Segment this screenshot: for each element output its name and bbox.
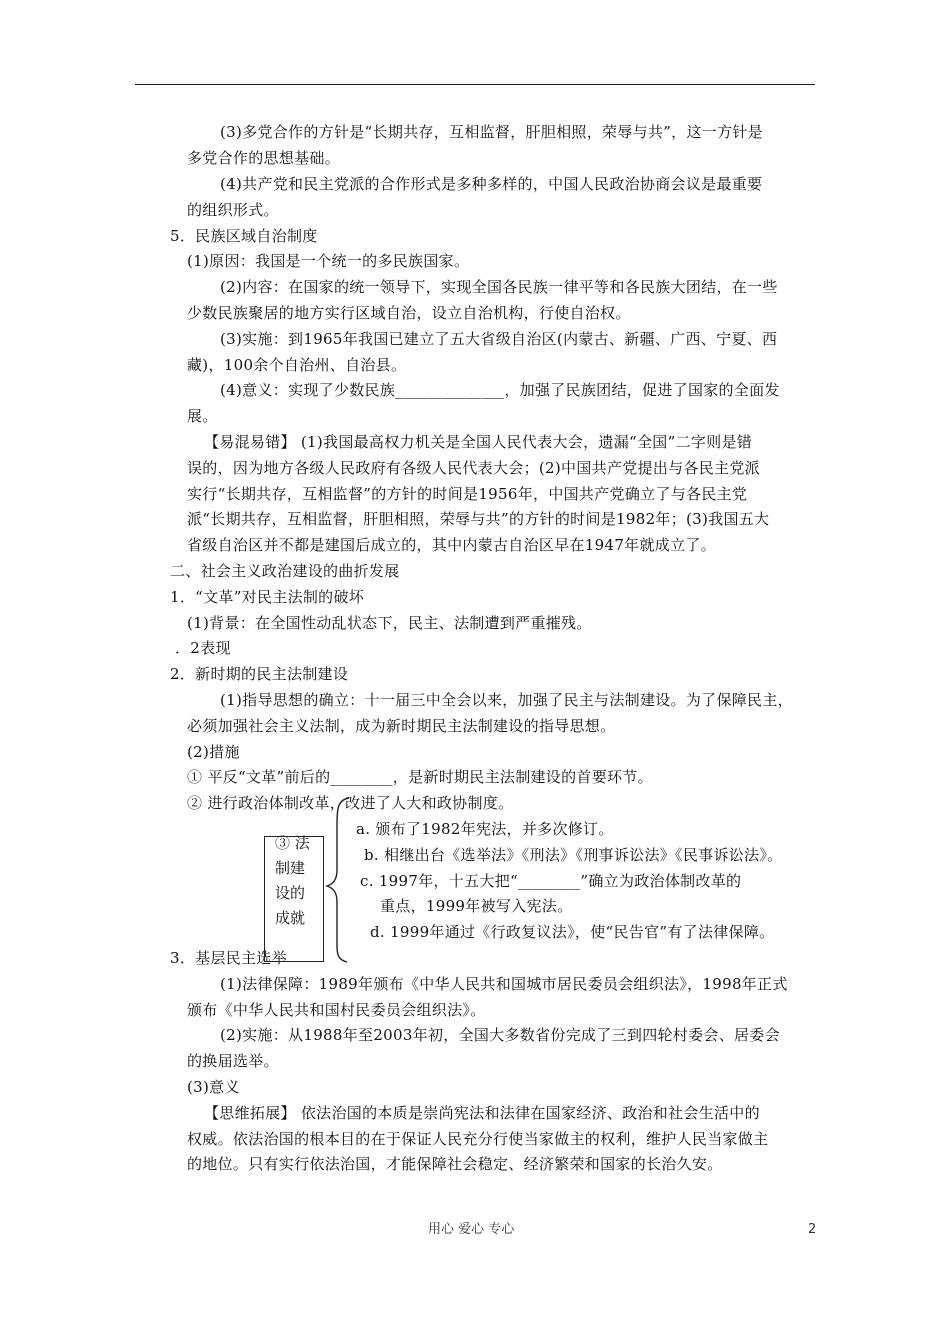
curly-brace bbox=[325, 796, 351, 964]
text-line: 的组织形式。 bbox=[187, 201, 279, 219]
text-line: 的地位。只有实行依法治国，才能保障社会稳定、经济繁荣和国家的长治久安。 bbox=[187, 1155, 723, 1173]
section-heading: 二、社会主义政治建设的曲折发展 bbox=[170, 562, 400, 580]
box-label-line: ③ 法 bbox=[275, 834, 310, 852]
text-line: 的换届选举。 bbox=[187, 1052, 279, 1070]
text-line: ① 平反“文革”前后的________，是新时期民主法制建设的首要环节。 bbox=[187, 768, 653, 786]
text-line: 展。 bbox=[187, 407, 218, 425]
text-line: 权威。依法治国的根本目的在于保证人民充分行使当家做主的权利，维护人民当家做主 bbox=[187, 1130, 769, 1148]
text-line: (2)内容：在国家的统一领导下，实现全国各民族一律平等和各民族大团结，在一些 bbox=[220, 278, 778, 296]
footer-slogan: 用心 爱心 专心 bbox=[428, 1222, 515, 1237]
list-item: 重点，1999年被写入宪法。 bbox=[380, 897, 573, 915]
box-label-line: 成就 bbox=[275, 909, 306, 927]
text-line: (4)意义：实现了少数民族______________，加强了民族团结，促进了国家的全面发 bbox=[220, 381, 780, 399]
text-line: (3)实施：到1965年我国已建立了五大省级自治区(内蒙古、新疆、广西、宁夏、西 bbox=[220, 330, 778, 348]
section-heading: 3．基层民主选举 bbox=[170, 949, 287, 967]
text-line: (1)背景：在全国性动乱状态下，民主、法制遭到严重摧残。 bbox=[187, 614, 592, 632]
page-number: 2 bbox=[808, 1222, 817, 1237]
list-item: c. 1997年，十五大把“________”确立为政治体制改革的 bbox=[360, 872, 742, 890]
list-item: a. 颁布了1982年宪法，并多次修订。 bbox=[356, 820, 614, 838]
text-line: 藏)，100余个自治州、自治县。 bbox=[187, 356, 407, 374]
text-line: 省级自治区并不都是建国后成立的，其中内蒙古自治区早在1947年就成立了。 bbox=[187, 536, 716, 554]
text-line: 必须加强社会主义法制，成为新时期民主法制建设的指导思想。 bbox=[187, 717, 616, 735]
text-line: 派“长期共存，互相监督，肝胆相照，荣辱与共”的方针的时间是1982年；(3)我国五大 bbox=[187, 510, 770, 528]
box-label-line: 制建 bbox=[275, 859, 306, 877]
text-line: (3)多党合作的方针是“长期共存，互相监督，肝胆相照，荣辱与共”，这一方针是 bbox=[220, 123, 763, 141]
text-line: 误的，因为地方各级人民政府有各级人民代表大会；(2)中国共产党提出与各民主党派 bbox=[187, 459, 760, 477]
text-line: 【思维拓展】 依法治国的本质是崇尚宪法和法律在国家经济、政治和社会生活中的 bbox=[204, 1104, 760, 1122]
section-heading: 5．民族区域自治制度 bbox=[170, 227, 318, 245]
section-heading: 2．新时期的民主法制建设 bbox=[170, 665, 349, 683]
text-line: ② 进行政治体制改革，改进了人大和政协制度。 bbox=[187, 794, 514, 812]
text-line: 【易混易错】 (1)我国最高权力机关是全国人民代表大会，遗漏“全国”二字则是错 bbox=[204, 433, 753, 451]
list-item: d. 1999年通过《行政复议法》，使“民告官”有了法律保障。 bbox=[370, 923, 775, 941]
text-line: 少数民族聚居的地方实行区域自治，设立自治机构，行使自治权。 bbox=[187, 304, 631, 322]
text-line: 多党合作的思想基础。 bbox=[187, 149, 341, 167]
section-heading: 1．“文革”对民主法制的破坏 bbox=[170, 588, 365, 606]
text-line: (1)原因：我国是一个统一的多民族国家。 bbox=[187, 252, 470, 270]
text-line: 颁布《中华人民共和国村民委员会组织法》。 bbox=[187, 1001, 486, 1019]
text-line: (4)共产党和民主党派的合作形式是多种多样的，中国人民政治协商会议是最重要 bbox=[220, 175, 763, 193]
text-line: (1)指导思想的确立：十一届三中全会以来，加强了民主与法制建设。为了保障民主， bbox=[220, 691, 793, 709]
box-label-line: 设的 bbox=[275, 884, 306, 902]
text-line: (2)措施 bbox=[187, 743, 240, 761]
text-line: (3)意义 bbox=[187, 1078, 240, 1096]
text-line: ．2表现 bbox=[175, 639, 231, 657]
text-line: 实行“长期共存，互相监督”的方针的时间是1956年，中国共产党确立了与各民主党 bbox=[187, 485, 748, 503]
list-item: b. 相继出台《选举法》《刑法》《刑事诉讼法》《民事诉讼法》。 bbox=[364, 846, 783, 864]
text-line: (1)法律保障：1989年颁布《中华人民共和国城市居民委员会组织法》，1998年正式 bbox=[220, 975, 788, 993]
header-rule bbox=[135, 84, 815, 85]
text-line: (2)实施：从1988年至2003年初，全国大多数省份完成了三到四轮村委会、居委会 bbox=[220, 1026, 780, 1044]
